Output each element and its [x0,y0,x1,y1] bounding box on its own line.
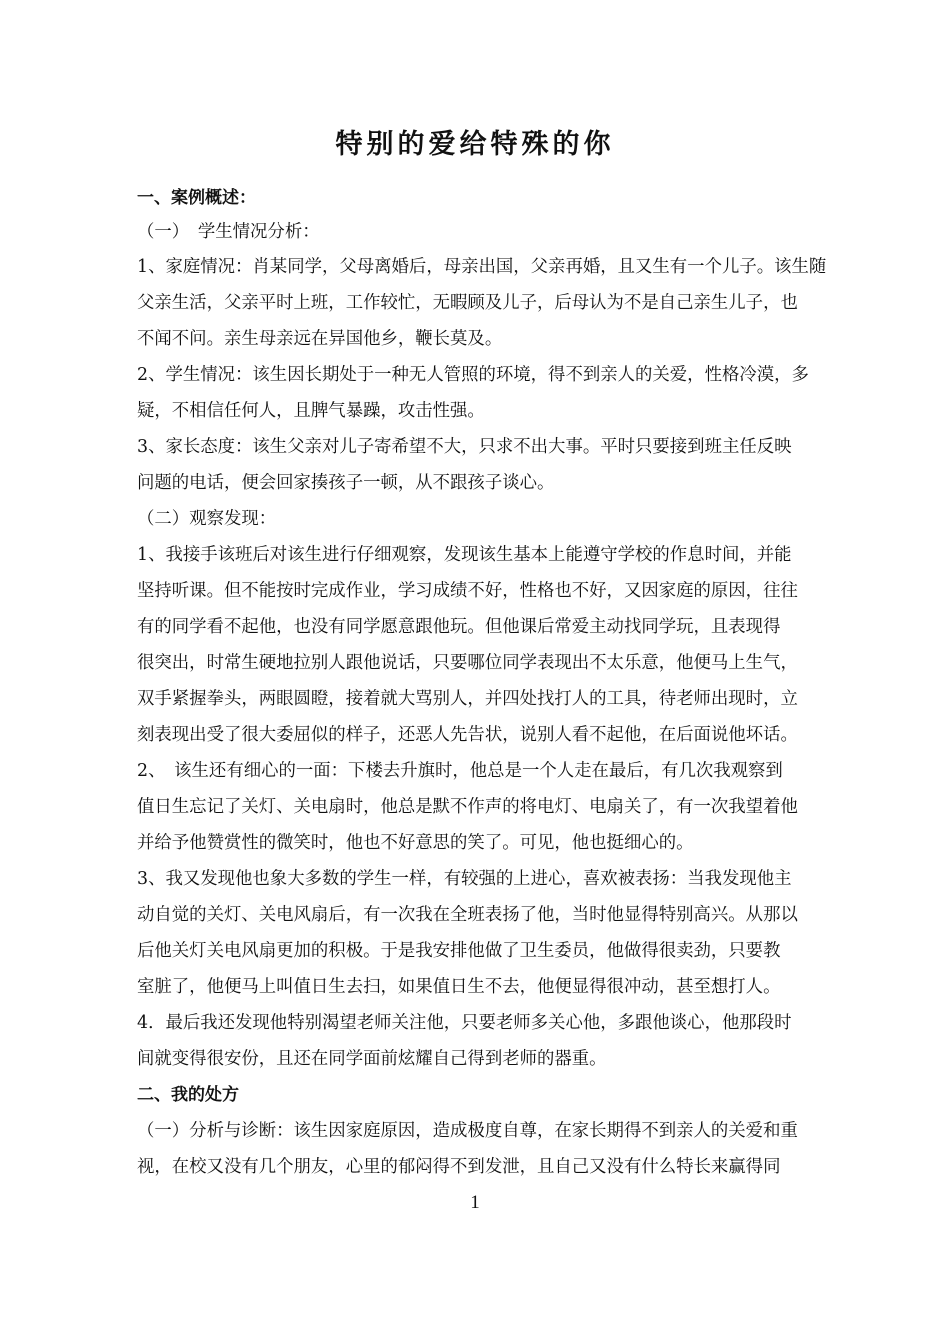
text-line: 3、家长态度：该生父亲对儿子寄希望不大，只求不出大事。平时只要接到班主任反映 [137,437,792,457]
text-line: 2、 该生还有细心的一面：下楼去升旗时，他总是一个人走在最后，有几次我观察到 [137,761,783,781]
document-title: 特别的爱给特殊的你 [335,129,615,160]
text-line: 双手紧握拳头，两眼圆瞪，接着就大骂别人，并四处找打人的工具，待老师出现时，立 [137,689,798,709]
text-line: 很突出，时常生硬地拉别人跟他说话，只要哪位同学表现出不太乐意，他便马上生气， [137,653,798,673]
text-line: 问题的电话，便会回家揍孩子一顿，从不跟孩子谈心。 [137,473,555,493]
text-line: 间就变得很安份，且还在同学面前炫耀自己得到老师的器重。 [137,1049,607,1069]
text-line: 疑，不相信任何人，且脾气暴躁，攻击性强。 [137,401,485,421]
subsection-heading-observations: （二）观察发现： [137,509,277,529]
text-line: 视，在校又没有几个朋友，心里的郁闷得不到发泄，且自己又没有什么特长来赢得同 [137,1157,781,1177]
section-heading-overview: 一、案例概述： [137,188,256,208]
text-line: 室脏了，他便马上叫值日生去扫，如果值日生不去，他便显得很冲动，甚至想打人。 [137,977,781,997]
text-line: 2、学生情况：该生因长期处于一种无人管照的环境，得不到亲人的关爱，性格冷漠，多 [137,365,809,385]
subsection-heading-student-analysis: （一） 学生情况分析： [137,222,320,242]
text-line: 1、我接手该班后对该生进行仔细观察，发现该生基本上能遵守学校的作息时间，并能 [137,545,792,565]
text-line: 值日生忘记了关灯、关电扇时，他总是默不作声的将电灯、电扇关了，有一次我望着他 [137,797,798,817]
text-line: 并给予他赞赏性的微笑时，他也不好意思的笑了。可见，他也挺细心的。 [137,833,694,853]
section-heading-prescription: 二、我的处方 [137,1085,239,1105]
text-line: （一）分析与诊断：该生因家庭原因，造成极度自尊，在家长期得不到亲人的关爱和重 [137,1121,798,1141]
page-number: 1 [470,1192,480,1213]
text-line: 刻表现出受了很大委屈似的样子，还恶人先告状，说别人看不起他，在后面说他坏话。 [137,725,798,745]
text-line: 1、家庭情况：肖某同学，父母离婚后，母亲出国，父亲再婚，且又生有一个儿子。该生随 [137,257,827,277]
text-line: 动自觉的关灯、关电风扇后，有一次我在全班表扬了他，当时他显得特别高兴。从那以 [137,905,798,925]
text-line: 后他关灯关电风扇更加的积极。于是我安排他做了卫生委员，他做得很卖劲，只要教 [137,941,781,961]
text-line: 有的同学看不起他，也没有同学愿意跟他玩。但他课后常爱主动找同学玩，且表现得 [137,617,781,637]
text-line: 3、我又发现他也象大多数的学生一样，有较强的上进心，喜欢被表扬：当我发现他主 [137,869,792,889]
text-line: 父亲生活，父亲平时上班，工作较忙，无暇顾及儿子，后母认为不是自己亲生儿子，也 [137,293,798,313]
text-line: 坚持听课。但不能按时完成作业，学习成绩不好，性格也不好，又因家庭的原因，往往 [137,581,798,601]
text-line: 不闻不问。亲生母亲远在异国他乡，鞭长莫及。 [137,329,503,349]
text-line: 4．最后我还发现他特别渴望老师关注他，只要老师多关心他，多跟他谈心，他那段时 [137,1013,792,1033]
